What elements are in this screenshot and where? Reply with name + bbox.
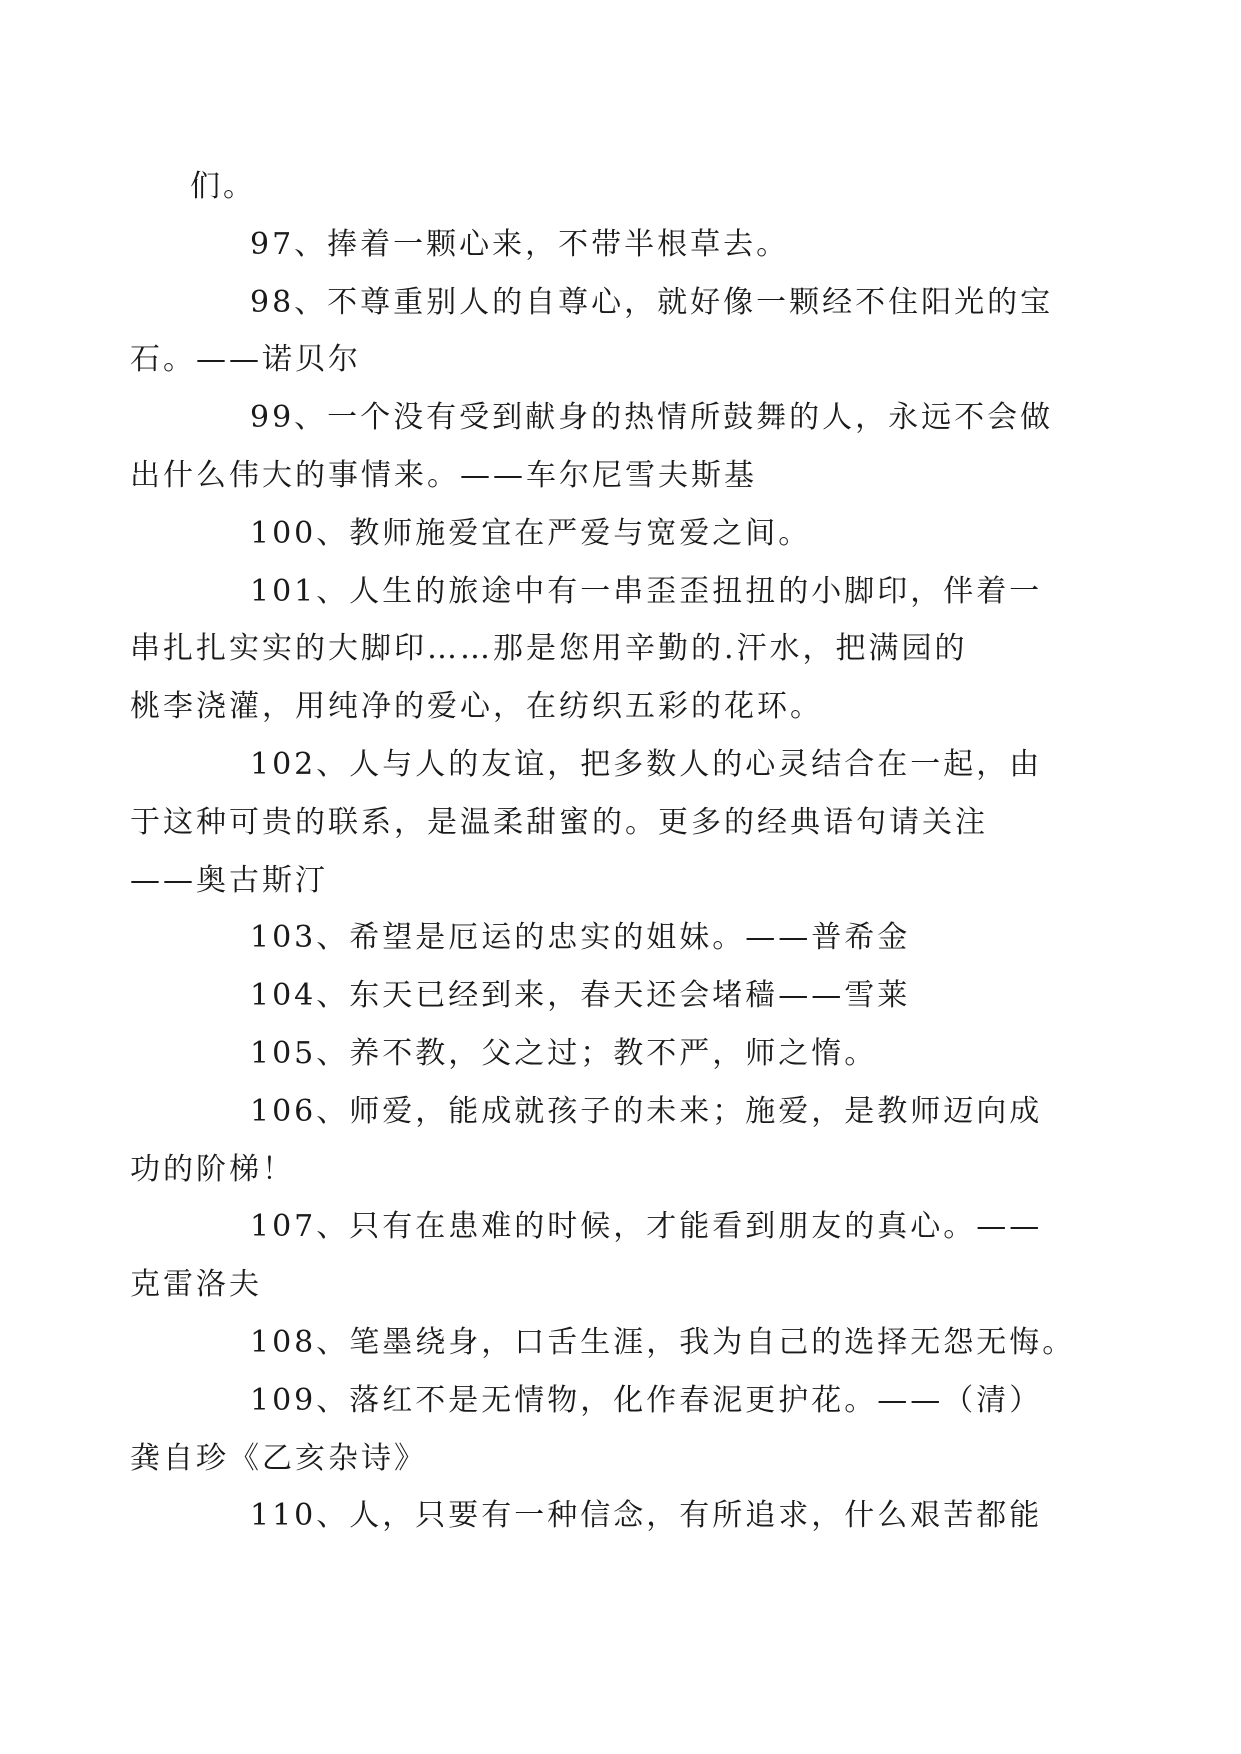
text-line: 106、师爱，能成就孩子的未来；施爱，是教师迈向成 <box>250 1093 1043 1129</box>
text-line: 石。——诺贝尔 <box>130 342 361 378</box>
text-line: 110、人，只要有一种信念，有所追求，什么艰苦都能 <box>250 1498 1043 1534</box>
text-line: 101、人生的旅途中有一串歪歪扭扭的小脚印，伴着一 <box>250 573 1043 609</box>
text-line: 108、笔墨绕身，口舌生涯，我为自己的选择无怨无悔。 <box>250 1324 1076 1360</box>
quote-list <box>130 158 1076 1545</box>
quote-108 <box>190 1314 1076 1372</box>
quote-102 <box>130 736 1050 909</box>
text-line: 100、教师施爱宜在严爱与宽爱之间。 <box>250 515 812 551</box>
text-line: 107、只有在患难的时候，才能看到朋友的真心。—— <box>250 1209 1043 1245</box>
quote-106 <box>130 1083 1050 1199</box>
text-line: ——奥古斯汀 <box>130 862 328 898</box>
quote-110 <box>190 1487 1050 1545</box>
quote-107 <box>130 1198 1050 1314</box>
text-line: 串扎扎实实的大脚印……那是您用辛勤的.汗水，把满园的 <box>130 631 968 667</box>
text-line: 99、一个没有受到献身的热情所鼓舞的人，永远不会做 <box>250 400 1054 436</box>
text-line: 龚自珍《乙亥杂诗》 <box>130 1440 427 1476</box>
quote-105 <box>190 1025 1050 1083</box>
quote-104 <box>190 967 1050 1025</box>
quote-99 <box>130 389 1054 505</box>
text-line: 103、希望是厄运的忠实的姐妹。——普希金 <box>250 920 911 956</box>
quote-100 <box>190 505 1050 563</box>
text-line: 桃李浇灌，用纯净的爱心，在纺织五彩的花环。 <box>130 689 823 725</box>
quote-103 <box>190 909 1050 967</box>
quote-98 <box>130 274 1054 390</box>
text-line: 102、人与人的友谊，把多数人的心灵结合在一起，由 <box>250 746 1043 782</box>
quote-101 <box>130 563 1050 736</box>
text-line: 功的阶梯！ <box>130 1151 295 1187</box>
text-line: 104、东天已经到来，春天还会堵穑——雪莱 <box>250 978 911 1014</box>
text-line: 109、落红不是无情物，化作春泥更护花。——（清） <box>250 1382 1043 1418</box>
quote-97 <box>190 216 1050 274</box>
quote-109 <box>130 1372 1050 1488</box>
text-line: 98、不尊重别人的自尊心，就好像一颗经不住阳光的宝 <box>250 284 1054 320</box>
text-line: 97、捧着一颗心来，不带半根草去。 <box>250 226 790 262</box>
text-line: 于这种可贵的联系，是温柔甜蜜的。更多的经典语句请关注 <box>130 804 988 840</box>
text-line: 们。 <box>190 169 256 204</box>
text-line: 克雷洛夫 <box>130 1267 262 1303</box>
paragraph-continuation <box>190 158 1050 216</box>
text-line: 出什么伟大的事情来。——车尔尼雪夫斯基 <box>130 457 757 493</box>
text-line: 105、养不教，父之过；教不严，师之惰。 <box>250 1035 878 1071</box>
